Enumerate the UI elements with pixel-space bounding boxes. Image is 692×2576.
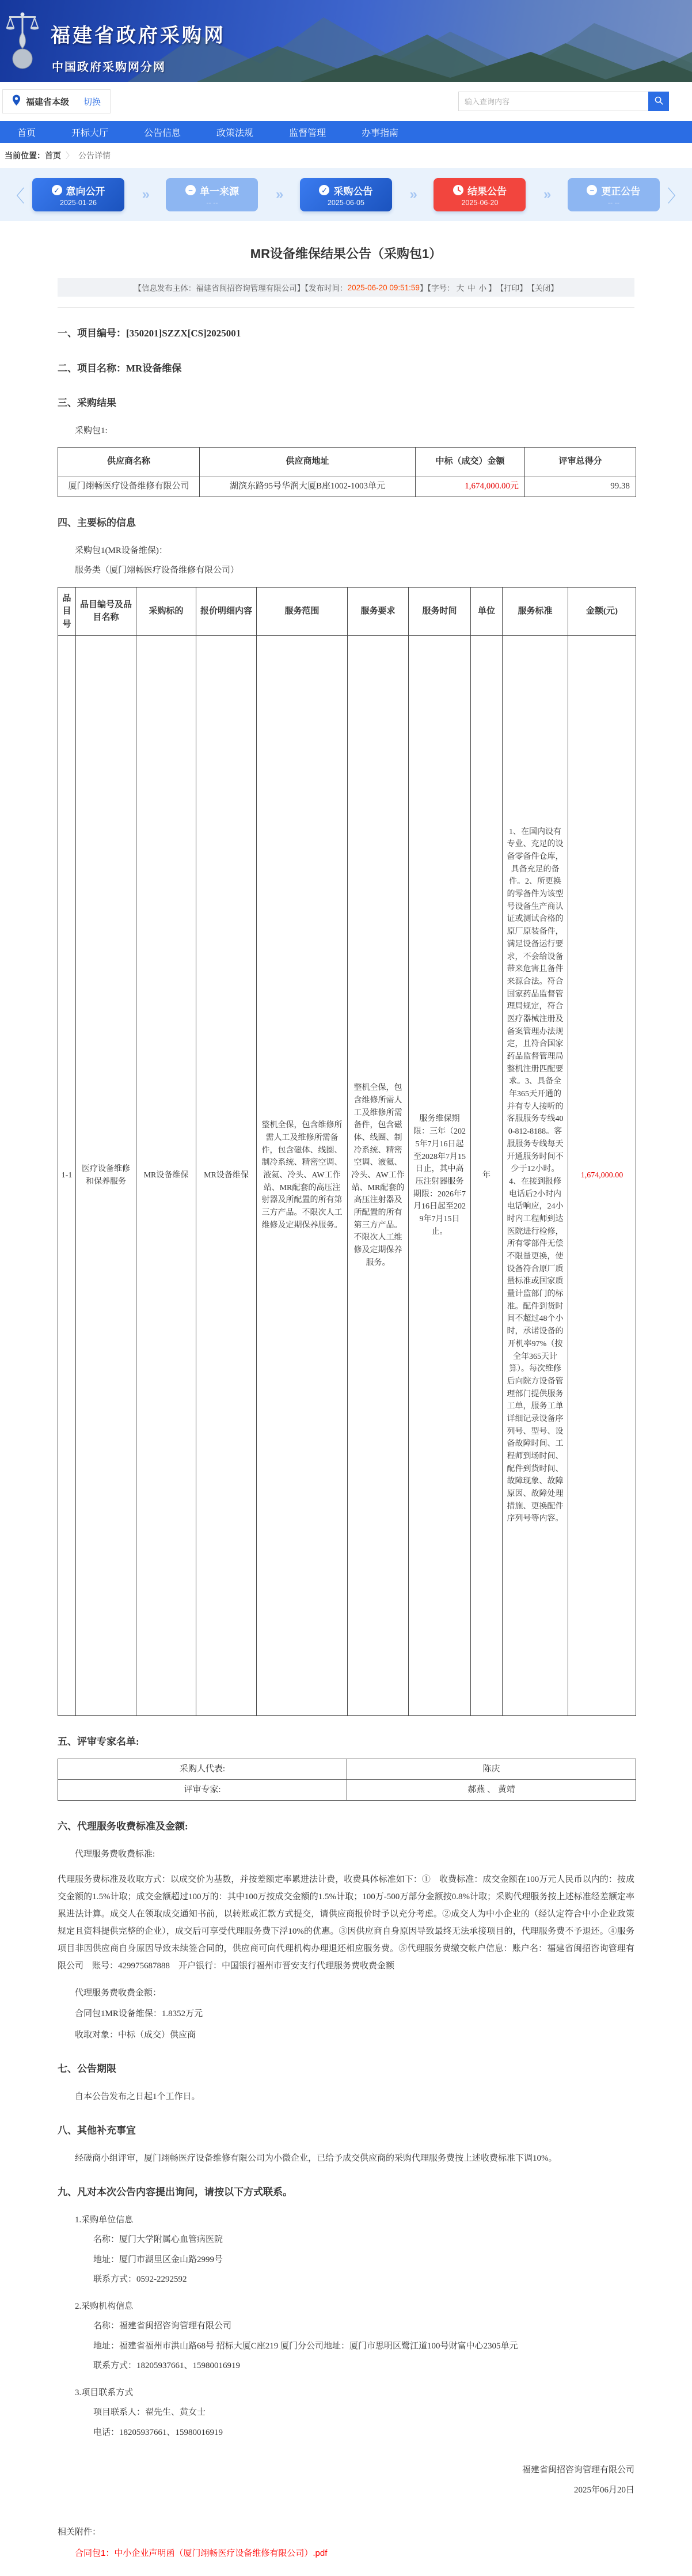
step-label: 意向公开 — [66, 185, 105, 197]
chevron-right-icon[interactable]: 〉 — [667, 187, 685, 206]
breadcrumb — [0, 143, 692, 168]
review-score-cell: 99.38 — [525, 476, 636, 497]
nav-item-bid-opening-hall[interactable]: 开标大厅 — [71, 128, 109, 138]
item-no-cell: 1-1 — [58, 635, 76, 1715]
section-procurement-result: 三、采购结果 — [58, 397, 116, 409]
minus-circle-icon: − — [185, 185, 196, 195]
col-unit: 单位 — [471, 587, 503, 635]
step-date: -- -- — [607, 198, 619, 207]
step-label: 更正公告 — [601, 185, 641, 197]
current-region-label: 福建省本级 — [26, 97, 70, 107]
quote-detail-cell: MR设备维保 — [196, 635, 257, 1715]
main-subject-table — [58, 587, 636, 1716]
experts-table — [58, 1759, 636, 1801]
col-service-time: 服务时间 — [409, 587, 471, 635]
location-pin-icon — [12, 94, 21, 109]
breadcrumb-separator: 〉 — [66, 151, 74, 161]
steps-rail — [32, 178, 660, 211]
col-item-code-name: 品目编号及品目名称 — [76, 587, 136, 635]
col-service-standard: 服务标准 — [503, 587, 568, 635]
step-label: 单一来源 — [199, 185, 239, 197]
region-switch-link[interactable]: 切换 — [83, 97, 101, 107]
step-label: 结果公告 — [467, 185, 507, 197]
amount-cell: 1,674,000.00 — [568, 635, 636, 1715]
site-title: 福建省政府采购网 — [51, 25, 226, 47]
agency-fee-paragraph: 代理服务费标准及收取方式：以成交价为基数，并按差额定率累进法计费，收费具体标准如下：① 收费标准：成交金额在100万元人民币以内的：按成交金额的1.5%计取；成交金额超过100万的：其中100万按成交金额的1.5%计取；100万-500万部分金额按0.8%计取；采购代理服务按上述标准经差额定率累进法计算。成交人在领取成交通知书前，以转账或汇款方式提交，请供应商报价时予以充分考虑。②成交人为中小企业的（经认定符合中小企业政策规定且资料提供完整的企业），成交后可享受代理服务费下浮10%的优惠。③因供应商自身原因导致最终无法承接项目的，代理服务费不予退还。④服务项目非因供应商自身原因导致未续签合同的，供应商可向代理机构办理退还相应服务费。⑤代理服务费缴交帐户信息：账户名：福建省闽招咨询管理有限公司 账号：429975687888 开户银行：中国银行福州市晋安支行代理服务费收费金额 — [58, 1874, 634, 1971]
breadcrumb-home-link[interactable]: 首页 — [45, 151, 61, 160]
meta-publisher: 【信息发布主体：福建省闽招咨询管理有限公司】【发布时间： — [134, 284, 348, 293]
step-date: 2025-06-05 — [327, 198, 364, 207]
agency-info-title: 2.采购机构信息 — [75, 2301, 134, 2311]
table-row — [58, 1780, 636, 1801]
publish-time: 2025-06-20 09:51:59 — [347, 283, 420, 292]
service-standard-cell: 1、在国内设有专业、充足的设备零备件仓库，具备充足的备件。2、所更换的零备件为该型号设备生产商认证或测试合格的原厂原装备件，满足设备运行要求，不会给设备带来危害且备件来源合法。符合国家药品监督管理局规定，符合医疗器械注册及备案管理办法规定，且符合国家药品监督管理局整机注册匹配要求。3、具备全年365天开通的并有专人接听的客服服务专线400-812-8188。客服服务专线每天开通服务时间不少于12小时。4、在接到报修电话后2小时内电话响应，24小时内工程师到达医院进行检修，所有零部件无偿不限量更换，使设备符合原厂质量标准或国家质量计监部门的标准。配件到货时间不超过48个小时，承诺设备的开机率97%（按全年365天计算）。每次维修后向院方设备管理部门提供服务工单，服务工单详细记录设备序列号、型号、设备故障时间、工程师到场时间、配件到货时间、故障现象、故障原因、故障处理措施、更换配件序列号等内容。 — [503, 635, 568, 1715]
site-logo-scales-emblem-icon — [6, 10, 39, 73]
step-arrow-icon: » — [142, 187, 149, 202]
section-other-matters: 八、其他补充事宜 — [58, 2125, 136, 2136]
agency-fee-amount-label: 代理服务费收费金额： — [75, 1988, 162, 1998]
table-header-row — [58, 448, 636, 476]
agency-fee-target: 收取对象：中标（成交）供应商 — [75, 2030, 196, 2040]
top-toolbar — [0, 82, 692, 121]
clock-icon — [453, 185, 463, 195]
main-package-label: 采购包1(MR设备维保)： — [75, 545, 168, 555]
font-size-large-button[interactable]: 大 — [456, 284, 465, 293]
nav-item-service-guide[interactable]: 办事指南 — [362, 128, 399, 138]
service-time-cell: 服务维保期限：三年（2025年7月16日起至2028年7月15日止，其中高压注射器服务期限：2026年7月16日起至2029年7月15日止。 — [409, 635, 471, 1715]
review-experts-label: 评审专家: — [58, 1780, 347, 1801]
check-circle-icon: ✓ — [52, 185, 62, 195]
col-item-no: 品目号 — [58, 587, 76, 635]
nav-item-home[interactable]: 首页 — [17, 128, 36, 138]
meta-bar — [58, 278, 634, 297]
step-correction-announcement[interactable] — [568, 178, 660, 211]
service-class-label: 服务类（厦门翊畅医疗设备维修有限公司） — [75, 566, 239, 575]
section-agency-fee: 六、代理服务收费标准及金额: — [58, 1821, 188, 1832]
step-label: 采购公告 — [333, 185, 373, 197]
review-experts-value: 郝燕 、 黄靖 — [347, 1780, 636, 1801]
result-table — [58, 447, 636, 497]
section-main-subject-info: 四、主要标的信息 — [58, 517, 136, 529]
search-bar — [458, 92, 669, 111]
chevron-left-icon[interactable]: 〈 — [7, 187, 25, 206]
signature-org: 福建省闽招咨询管理有限公司 — [522, 2465, 634, 2475]
step-procurement-announcement[interactable] — [300, 178, 392, 211]
table-row — [58, 1759, 636, 1780]
print-button[interactable]: 【打印】 — [496, 284, 527, 293]
service-scope-cell: 整机全保，包含维修所需人工及维修所需备件，包含磁体、线圈、制冷系统、精密空调、液氦、冷头、AW工作站、MR配套的高压注射器及所配置的所有第三方产品。不限次人工维修及定期保养服务。 — [257, 635, 348, 1715]
section-expert-list: 五、评审专家名单: — [58, 1736, 139, 1747]
site-banner — [0, 0, 692, 82]
award-amount-cell: 1,674,000.00元 — [416, 476, 525, 497]
attachments-section — [58, 2525, 634, 2559]
purchaser-phone: 联系方式：0592-2292592 — [93, 2275, 187, 2285]
step-arrow-icon: » — [543, 187, 550, 202]
purchaser-address: 地址：厦门市湖里区金山路2999号 — [93, 2255, 223, 2264]
col-service-scope: 服务范围 — [257, 587, 348, 635]
purchaser-info-title: 1.采购单位信息 — [75, 2215, 134, 2225]
project-contact-person: 项目联系人：翟先生、黄女士 — [93, 2408, 206, 2418]
col-amount: 金额(元) — [568, 587, 636, 635]
agency-address: 地址：福建省福州市洪山路68号 招标大厦C座219 厦门分公司地址：厦门市思明区鹭江道100号财富中心2305单元 — [93, 2341, 518, 2351]
agency-phone: 联系方式：18205937661、15980016919 — [93, 2361, 241, 2371]
supplier-name-cell: 厦门翊畅医疗设备维修有限公司 — [58, 476, 200, 497]
font-size-small-button[interactable]: 小 — [478, 284, 487, 293]
unit-cell: 年 — [471, 635, 503, 1715]
purchaser-representative-value: 陈庆 — [347, 1759, 636, 1780]
attachment-pdf-link[interactable]: 合同包1：中小企业声明函（厦门翊畅医疗设备维修有限公司）.pdf — [75, 2548, 328, 2559]
project-contact-phone: 电话：18205937661、15980016919 — [93, 2427, 223, 2437]
project-contact-title: 3.项目联系方式 — [75, 2388, 134, 2397]
item-name-cell: 医疗设备维修和保养服务 — [76, 635, 136, 1715]
attachments-label: 相关附件： — [58, 2527, 101, 2537]
col-service-requirement: 服务要求 — [348, 587, 409, 635]
step-arrow-icon: » — [276, 187, 283, 202]
divider — [58, 307, 634, 308]
section-project-name: 二、项目名称：MR设备维保 — [58, 362, 182, 374]
search-input[interactable] — [458, 92, 648, 111]
result-package-label: 采购包1: — [75, 426, 108, 435]
other-matters-text: 经磋商小组评审，厦门翊畅医疗设备维修有限公司为小微企业，已给予成交供应商的采购代理服务费按上述收费标准下调10%。 — [75, 2153, 557, 2163]
col-quote-detail: 报价明细内容 — [196, 587, 257, 635]
table-row — [58, 635, 636, 1715]
agency-fee-amount: 合同包1MR设备维保：1.8352万元 — [75, 2009, 203, 2019]
signature-block — [58, 2460, 634, 2500]
signature-date: 2025年06月20日 — [573, 2485, 634, 2495]
col-award-amount: 中标（成交）金额 — [416, 448, 525, 476]
close-button[interactable]: 【关闭】 — [527, 284, 558, 293]
section-announcement-period: 七、公告期限 — [58, 2063, 116, 2075]
font-size-medium-button[interactable]: 中 — [467, 284, 476, 293]
nav-item-announcements[interactable]: 公告信息 — [144, 128, 181, 138]
nav-item-supervision[interactable]: 监督管理 — [289, 128, 326, 138]
meta-bracket: 】 — [488, 284, 496, 293]
step-result-announcement[interactable] — [434, 178, 526, 211]
meta-fontsize-label: 】【字号： — [419, 284, 455, 293]
search-icon — [654, 96, 664, 107]
step-single-source[interactable] — [166, 178, 258, 211]
check-circle-icon: ✓ — [319, 185, 329, 195]
supplier-address-cell: 湖滨东路95号华润大厦B座1002-1003单元 — [200, 476, 416, 497]
breadcrumb-current: 公告详情 — [78, 151, 111, 160]
step-date: 2025-06-20 — [461, 198, 499, 207]
step-date: 2025-01-26 — [60, 198, 97, 207]
announcement-period-text: 自本公告发布之日起1个工作日。 — [75, 2092, 200, 2101]
subject-cell: MR设备维保 — [136, 635, 196, 1715]
section-contact: 九、凡对本次公告内容提出询问，请按以下方式联系。 — [58, 2187, 292, 2198]
agency-fee-standard-label: 代理服务费收费标准: — [75, 1850, 155, 1859]
announcement-article — [0, 244, 692, 2576]
breadcrumb-prefix: 当前位置： — [5, 151, 45, 160]
nav-item-policies[interactable]: 政策法规 — [216, 128, 254, 138]
service-requirement-cell: 整机全保，包含维修所需人工及维修所需备件，包含磁体、线圈、制冷系统、精密空调、液氦、冷头、AW工作站、MR配套的高压注射器及所配置的所有第三方产品。不限次人工维修及定期保养服务。 — [348, 635, 409, 1715]
step-date: -- -- — [206, 198, 218, 207]
table-row — [58, 476, 636, 497]
purchaser-name: 名称：厦门大学附属心血管病医院 — [93, 2235, 223, 2245]
step-arrow-icon: » — [409, 187, 416, 202]
minus-circle-icon: − — [587, 185, 597, 195]
page-title: MR设备维保结果公告（采购包1） — [250, 247, 442, 261]
site-subtitle: 中国政府采购网分网 — [52, 61, 166, 74]
purchaser-representative-label: 采购人代表: — [58, 1759, 347, 1780]
main-nav — [0, 121, 692, 143]
procurement-steps-carousel — [0, 168, 692, 221]
col-supplier-name: 供应商名称 — [58, 448, 200, 476]
search-button[interactable] — [648, 92, 669, 111]
col-procurement-subject: 采购标的 — [136, 587, 196, 635]
region-selector — [2, 89, 111, 113]
table-header-row — [58, 587, 636, 635]
section-project-number: 一、项目编号：[350201]SZZX[CS]2025001 — [58, 328, 241, 339]
col-review-score: 评审总得分 — [525, 448, 636, 476]
step-intention-publication[interactable] — [32, 178, 124, 211]
col-supplier-address: 供应商地址 — [200, 448, 416, 476]
agency-name: 名称：福建省闽招咨询管理有限公司 — [93, 2321, 232, 2331]
